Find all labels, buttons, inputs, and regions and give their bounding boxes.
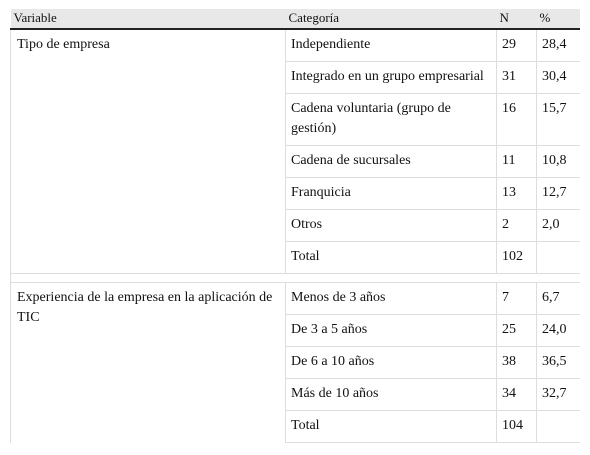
n-cell: 31 xyxy=(497,62,537,94)
category-cell: De 3 a 5 años xyxy=(286,315,497,347)
n-cell: 13 xyxy=(497,178,537,210)
header-pct: % xyxy=(537,9,581,29)
percent-cell xyxy=(537,411,581,443)
n-cell: 25 xyxy=(497,315,537,347)
header-n: N xyxy=(497,9,537,29)
category-cell: Más de 10 años xyxy=(286,379,497,411)
table-header xyxy=(11,9,581,29)
category-cell: Franquicia xyxy=(286,178,497,210)
category-cell: Independiente xyxy=(286,29,497,62)
data-table xyxy=(10,9,580,443)
category-cell: Integrado en un grupo empresarial xyxy=(286,62,497,94)
percent-cell: 28,4 xyxy=(537,29,581,62)
n-cell: 34 xyxy=(497,379,537,411)
group-spacer xyxy=(11,274,581,283)
category-cell: Otros xyxy=(286,210,497,242)
category-cell: Menos de 3 años xyxy=(286,283,497,315)
n-cell: 7 xyxy=(497,283,537,315)
n-cell: 29 xyxy=(497,29,537,62)
variable-cell: Tipo de empresa xyxy=(11,29,286,274)
percent-cell: 12,7 xyxy=(537,178,581,210)
n-cell: 38 xyxy=(497,347,537,379)
percent-cell: 32,7 xyxy=(537,379,581,411)
category-cell: Total xyxy=(286,411,497,443)
percent-cell: 6,7 xyxy=(537,283,581,315)
percent-cell: 10,8 xyxy=(537,146,581,178)
header-variable: Variable xyxy=(11,9,286,29)
category-cell: De 6 a 10 años xyxy=(286,347,497,379)
percent-cell: 30,4 xyxy=(537,62,581,94)
n-cell: 11 xyxy=(497,146,537,178)
n-cell: 102 xyxy=(497,242,537,274)
percent-cell: 36,5 xyxy=(537,347,581,379)
percent-cell: 15,7 xyxy=(537,94,581,146)
category-cell: Total xyxy=(286,242,497,274)
header-row xyxy=(11,9,581,29)
data-table-container xyxy=(10,9,580,455)
group-spacer-cell xyxy=(11,274,581,283)
percent-cell xyxy=(537,242,581,274)
category-cell: Cadena voluntaria (grupo de gestión) xyxy=(286,94,497,146)
percent-cell: 24,0 xyxy=(537,315,581,347)
n-cell: 2 xyxy=(497,210,537,242)
table-row xyxy=(11,29,581,62)
table-body xyxy=(11,29,581,443)
percent-cell: 2,0 xyxy=(537,210,581,242)
header-categoria: Categoría xyxy=(286,9,497,29)
category-cell: Cadena de sucursales xyxy=(286,146,497,178)
variable-cell: Experiencia de la empresa en la aplicación de TIC xyxy=(11,283,286,443)
n-cell: 104 xyxy=(497,411,537,443)
table-row xyxy=(11,283,581,315)
n-cell: 16 xyxy=(497,94,537,146)
